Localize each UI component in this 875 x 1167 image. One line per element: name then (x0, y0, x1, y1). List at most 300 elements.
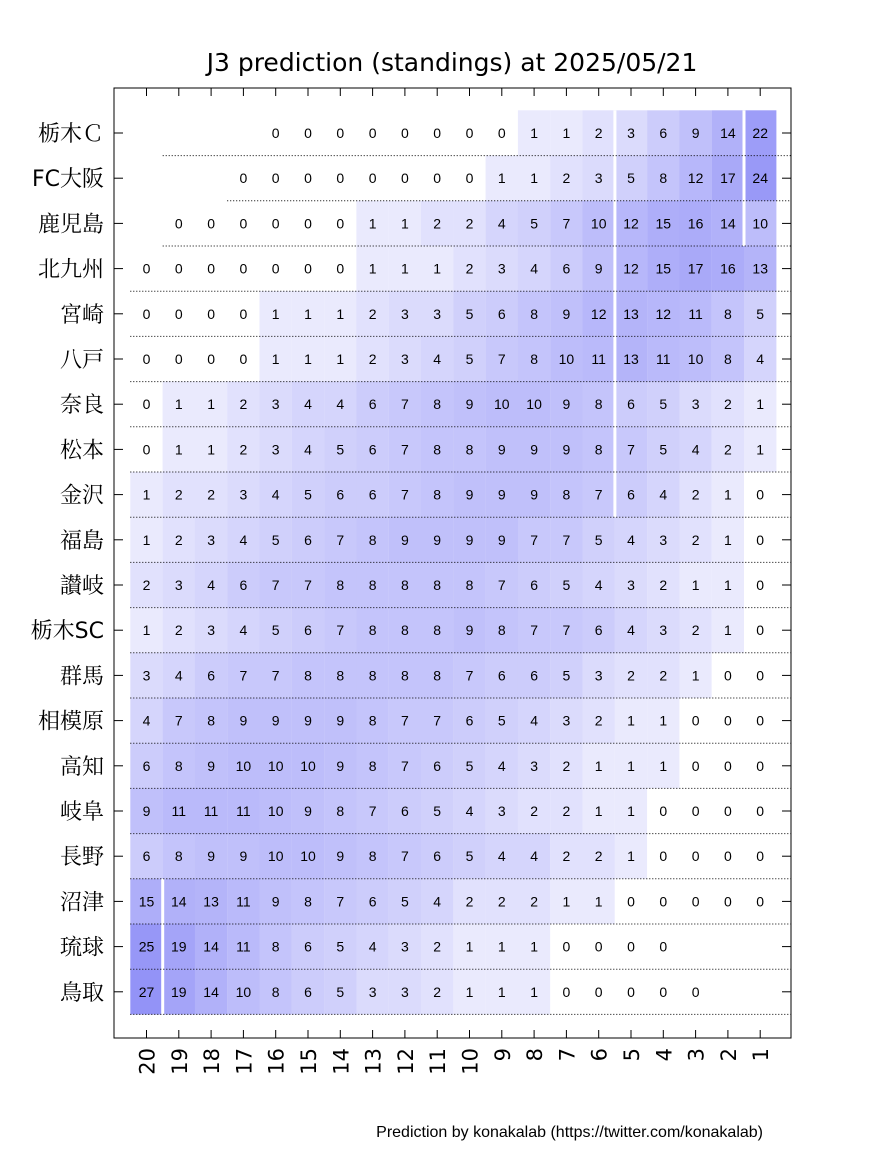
cell-value: 8 (368, 622, 377, 639)
cell-value: 8 (368, 667, 377, 684)
row-label: 鹿児島 (37, 212, 104, 238)
cell-value: 12 (590, 305, 607, 322)
cell-value: 5 (659, 396, 668, 413)
cell-value: 1 (207, 396, 215, 413)
cell-value: 9 (562, 305, 571, 322)
cell-value: 7 (271, 667, 280, 684)
cell-value: 7 (497, 351, 506, 367)
row-label: 宮崎 (59, 302, 104, 328)
cell-value: 0 (691, 712, 700, 729)
cell-value: 9 (562, 396, 571, 413)
cell-value: 2 (497, 893, 506, 910)
cell-value: 5 (465, 757, 474, 774)
cell-value: 0 (562, 938, 571, 955)
cell-value: 8 (401, 577, 409, 593)
cell-value: 9 (465, 622, 474, 639)
cell-value: 4 (627, 622, 635, 639)
cell-value: 9 (465, 396, 474, 413)
cell-value: 14 (171, 893, 187, 910)
cell-value: 22 (752, 125, 768, 141)
cell-value: 4 (530, 712, 538, 729)
cell-value: 15 (655, 215, 672, 232)
column-label: 7 (555, 1048, 580, 1062)
cell-value: 0 (724, 667, 732, 684)
cell-value: 13 (203, 893, 219, 910)
cell-value: 1 (756, 396, 765, 413)
cell-value: 7 (401, 396, 409, 413)
cell-value: 7 (530, 531, 538, 548)
cell-value: 6 (304, 622, 312, 639)
cell-value: 9 (142, 803, 151, 819)
cell-value: 3 (562, 712, 571, 729)
cell-value: 8 (336, 577, 345, 593)
cell-value: 11 (203, 803, 219, 819)
cell-value: 8 (659, 170, 668, 187)
cell-value: 5 (497, 712, 506, 729)
cell-value: 2 (174, 486, 183, 503)
cell-value: 1 (142, 531, 151, 548)
column-label: 12 (393, 1048, 418, 1075)
cell-value: 5 (336, 938, 345, 955)
cell-value: 7 (401, 441, 409, 458)
cell-value: 9 (336, 848, 345, 865)
cell-value: 10 (300, 757, 316, 774)
cell-value: 6 (207, 667, 215, 684)
cell-value: 7 (433, 712, 442, 729)
cell-value: 2 (659, 577, 668, 593)
cell-value: 0 (594, 938, 603, 955)
cell-value: 4 (239, 531, 248, 548)
cell-value: 10 (752, 215, 768, 232)
cell-value: 0 (756, 848, 765, 865)
cell-value: 9 (465, 486, 474, 503)
cell-value: 6 (659, 125, 668, 141)
cell-value: 1 (497, 983, 506, 1000)
cell-value: 10 (235, 757, 252, 774)
cell-value: 4 (142, 712, 151, 729)
column-label: 13 (361, 1048, 386, 1075)
cell-value: 2 (530, 803, 538, 819)
cell-value: 0 (368, 125, 377, 141)
cell-value: 7 (336, 531, 345, 548)
cell-value: 0 (174, 260, 183, 277)
cell-value: 7 (304, 577, 312, 593)
cell-value: 4 (304, 441, 312, 458)
cell-value: 2 (465, 215, 474, 232)
row-label: 北九州 (37, 257, 104, 283)
cell-value: 0 (336, 125, 345, 141)
cell-value: 9 (497, 486, 506, 503)
cell-value: 6 (562, 260, 571, 277)
cell-value: 2 (433, 983, 442, 1000)
cell-value: 5 (336, 983, 345, 1000)
cell-value: 10 (267, 757, 284, 774)
cell-value: 16 (687, 215, 704, 232)
cell-value: 4 (691, 441, 700, 458)
cell-value: 12 (623, 260, 639, 277)
cell-value: 4 (207, 577, 215, 593)
cell-value: 1 (465, 983, 474, 1000)
cell-value: 6 (368, 441, 377, 458)
cell-value: 0 (239, 351, 248, 367)
cell-value: 9 (691, 125, 700, 141)
cell-value: 8 (530, 305, 538, 322)
cell-value: 3 (401, 938, 409, 955)
cell-value: 15 (655, 260, 672, 277)
cell-value: 9 (336, 712, 345, 729)
cell-value: 4 (756, 351, 765, 367)
cell-value: 6 (368, 893, 377, 910)
cell-value: 6 (336, 486, 345, 503)
cell-value: 4 (433, 351, 442, 367)
cell-value: 0 (724, 757, 732, 774)
cell-value: 1 (724, 577, 732, 593)
cell-value: 7 (594, 486, 603, 503)
row-label: 八戸 (59, 348, 104, 373)
cell-value: 2 (562, 803, 571, 819)
cell-value: 1 (207, 441, 215, 458)
cell-value: 16 (720, 260, 736, 277)
cell-value: 4 (530, 848, 538, 865)
cell-value: 8 (368, 848, 377, 865)
cell-value: 6 (142, 757, 151, 774)
cell-value: 2 (433, 938, 442, 955)
cell-value: 5 (465, 305, 474, 322)
cell-value: 19 (171, 983, 187, 1000)
cell-value: 5 (756, 305, 765, 322)
cell-value: 2 (142, 577, 151, 593)
cell-value: 0 (304, 170, 312, 187)
cell-value: 13 (623, 305, 639, 322)
cell-value: 7 (562, 215, 571, 232)
cell-value: 3 (530, 757, 538, 774)
cell-value: 0 (433, 125, 442, 141)
cell-value: 8 (368, 757, 377, 774)
column-label: 5 (620, 1048, 644, 1062)
row-label: 松本 (59, 438, 104, 464)
cell-value: 1 (174, 441, 183, 458)
cell-value: 13 (752, 260, 768, 277)
cell-value: 7 (401, 757, 409, 774)
cell-value: 14 (720, 215, 736, 232)
cell-value: 9 (530, 486, 538, 503)
cell-value: 11 (171, 803, 187, 819)
cell-value: 2 (465, 260, 474, 277)
cell-value: 5 (465, 848, 474, 865)
cell-value: 8 (433, 486, 442, 503)
cell-value: 6 (594, 622, 603, 639)
row-label: 岐阜 (59, 800, 104, 825)
cell-value: 2 (594, 712, 603, 729)
cell-value: 9 (530, 441, 538, 458)
cell-value: 6 (304, 983, 312, 1000)
cell-value: 8 (336, 803, 345, 819)
cell-value: 0 (659, 893, 668, 910)
cell-value: 24 (752, 170, 768, 187)
cell-value: 5 (304, 486, 312, 503)
cell-value: 7 (497, 577, 506, 593)
cell-value: 9 (271, 712, 280, 729)
cell-value: 8 (465, 441, 474, 458)
column-label: 8 (523, 1048, 548, 1062)
column-label: 20 (135, 1048, 160, 1075)
column-label: 6 (587, 1048, 612, 1062)
cell-value: 7 (465, 667, 474, 684)
row-label: 金沢 (59, 483, 104, 509)
cell-value: 1 (271, 305, 280, 322)
cell-value: 0 (142, 396, 151, 413)
cell-value: 0 (659, 803, 668, 819)
cell-value: 3 (659, 622, 668, 639)
cell-value: 4 (433, 893, 442, 910)
cell-value: 0 (724, 712, 732, 729)
cell-value: 1 (497, 938, 506, 955)
cell-value: 3 (594, 667, 603, 684)
cell-value: 2 (174, 531, 183, 548)
cell-value: 7 (562, 531, 571, 548)
cell-value: 0 (756, 486, 765, 503)
column-label: 14 (329, 1048, 354, 1075)
cell-value: 9 (239, 848, 248, 865)
cell-value: 0 (304, 215, 312, 232)
cell-value: 8 (497, 622, 506, 639)
cell-value: 4 (594, 577, 603, 593)
cell-value: 1 (336, 351, 345, 367)
cell-value: 3 (401, 983, 409, 1000)
row-label: 鳥取 (59, 980, 104, 1006)
cell-value: 3 (271, 396, 280, 413)
cell-value: 8 (174, 757, 183, 774)
cell-value: 3 (207, 531, 215, 548)
cell-value: 5 (336, 441, 345, 458)
row-label: FC大阪 (31, 167, 104, 193)
cell-value: 12 (687, 170, 704, 187)
cell-value: 0 (724, 803, 732, 819)
cell-value: 0 (401, 170, 409, 187)
column-label: 3 (684, 1048, 709, 1062)
cell-value: 7 (271, 577, 280, 593)
cell-value: 0 (304, 125, 312, 141)
cell-value: 3 (368, 983, 377, 1000)
cell-value: 0 (271, 215, 280, 232)
cell-value: 9 (239, 712, 248, 729)
cell-value: 5 (271, 531, 280, 548)
row-label: 讃岐 (59, 574, 104, 599)
cell-value: 4 (304, 396, 312, 413)
cell-value: 1 (433, 260, 442, 277)
cell-value: 7 (530, 622, 538, 639)
cell-value: 5 (401, 893, 409, 910)
cell-value: 6 (465, 712, 474, 729)
cell-value: 1 (142, 486, 151, 503)
cell-value: 1 (174, 396, 183, 413)
cell-value: 2 (562, 170, 571, 187)
column-label: 2 (716, 1048, 741, 1062)
cell-value: 0 (207, 260, 215, 277)
cell-value: 2 (691, 531, 700, 548)
row-label: 沼津 (59, 890, 104, 916)
cell-value: 8 (724, 351, 732, 367)
cell-value: 0 (659, 983, 668, 1000)
cell-value: 0 (756, 667, 765, 684)
cell-value: 0 (271, 170, 280, 187)
chart-title: J3 prediction (standings) at 2025/05/21 (206, 48, 698, 77)
cell-value: 0 (691, 757, 700, 774)
cell-value: 8 (433, 441, 442, 458)
cell-value: 7 (401, 712, 409, 729)
cell-value: 0 (336, 215, 345, 232)
cell-value: 8 (401, 667, 409, 684)
cell-value: 9 (336, 757, 345, 774)
cell-value: 0 (497, 125, 506, 141)
cell-value: 1 (142, 622, 151, 639)
cell-value: 9 (401, 531, 409, 548)
cell-value: 0 (142, 305, 151, 322)
cell-value: 1 (562, 125, 571, 141)
cell-value: 9 (594, 260, 603, 277)
cell-value: 7 (174, 712, 183, 729)
cell-value: 0 (724, 848, 732, 865)
cell-value: 0 (142, 260, 151, 277)
row-label: 栃木Ｃ (37, 122, 104, 147)
cell-value: 1 (336, 305, 345, 322)
cell-value: 0 (401, 125, 409, 141)
cell-value: 6 (530, 577, 538, 593)
cell-value: 14 (720, 125, 736, 141)
cell-value: 1 (724, 531, 732, 548)
cell-value: 3 (401, 351, 409, 367)
cell-value: 10 (526, 396, 542, 413)
cell-value: 0 (627, 893, 635, 910)
cell-value: 1 (530, 170, 538, 187)
cell-value: 2 (627, 667, 635, 684)
cell-value: 0 (691, 893, 700, 910)
row-label: 相模原 (37, 709, 104, 735)
cell-value: 0 (207, 351, 215, 367)
cell-value: 10 (267, 848, 284, 865)
cell-value: 2 (530, 893, 538, 910)
cell-value: 1 (368, 260, 377, 277)
cell-value: 6 (433, 848, 442, 865)
cell-value: 8 (433, 577, 442, 593)
cell-value: 11 (236, 803, 251, 819)
column-label: 1 (749, 1048, 774, 1062)
cell-value: 8 (368, 577, 377, 593)
cell-value: 1 (271, 351, 280, 367)
cell-value: 9 (304, 803, 312, 819)
cell-value: 8 (304, 667, 312, 684)
cell-value: 1 (465, 938, 474, 955)
cell-value: 1 (594, 803, 603, 819)
cell-value: 8 (271, 983, 280, 1000)
cell-value: 5 (594, 531, 603, 548)
cell-value: 8 (207, 712, 215, 729)
column-label: 18 (200, 1048, 225, 1075)
cell-value: 4 (368, 938, 377, 955)
cell-value: 27 (138, 983, 155, 1000)
cell-value: 0 (465, 125, 474, 141)
cell-value: 8 (433, 622, 442, 639)
cell-value: 5 (659, 441, 668, 458)
cell-value: 11 (591, 351, 606, 367)
cell-value: 10 (590, 215, 607, 232)
cell-value: 0 (594, 983, 603, 1000)
cell-value: 1 (304, 305, 312, 322)
cell-value: 8 (433, 396, 442, 413)
cell-value: 3 (271, 441, 280, 458)
cell-value: 7 (401, 848, 409, 865)
cell-value: 0 (142, 441, 151, 458)
cell-value: 0 (174, 305, 183, 322)
cell-value: 1 (368, 215, 377, 232)
cell-value: 9 (207, 848, 215, 865)
cell-value: 2 (691, 486, 700, 503)
cell-value: 0 (756, 803, 765, 819)
cell-value: 11 (236, 893, 251, 910)
cell-value: 8 (368, 712, 377, 729)
row-label: 琉球 (59, 935, 104, 961)
cell-value: 1 (691, 667, 700, 684)
cell-value: 1 (627, 848, 635, 865)
cell-value: 0 (142, 351, 151, 367)
cell-value: 0 (304, 260, 312, 277)
column-label: 16 (264, 1048, 289, 1075)
cell-value: 1 (724, 622, 732, 639)
cell-value: 4 (239, 622, 248, 639)
cell-value: 2 (368, 305, 377, 322)
cell-value: 0 (756, 893, 765, 910)
cell-value: 2 (174, 622, 183, 639)
cell-value: 1 (304, 351, 312, 367)
cell-value: 3 (401, 305, 409, 322)
cell-value: 0 (368, 170, 377, 187)
cell-value: 17 (687, 260, 704, 277)
cell-value: 9 (304, 712, 312, 729)
cell-value: 1 (530, 125, 538, 141)
cell-value: 6 (530, 667, 538, 684)
cell-value: 8 (724, 305, 732, 322)
cell-value: 1 (659, 757, 668, 774)
cell-value: 0 (207, 215, 215, 232)
cell-value: 1 (627, 803, 635, 819)
cell-value: 5 (433, 803, 442, 819)
cell-value: 0 (465, 170, 474, 187)
cell-value: 8 (336, 667, 345, 684)
cell-value: 2 (368, 351, 377, 367)
cell-value: 0 (659, 938, 668, 955)
cell-value: 8 (562, 486, 571, 503)
cell-value: 8 (594, 396, 603, 413)
cell-value: 2 (724, 441, 732, 458)
cell-value: 0 (627, 983, 635, 1000)
cell-value: 9 (562, 441, 571, 458)
cell-value: 2 (594, 848, 603, 865)
cell-value: 1 (497, 170, 506, 187)
cell-value: 2 (433, 215, 442, 232)
cell-value: 8 (433, 667, 442, 684)
cell-value: 5 (562, 667, 571, 684)
cell-value: 4 (530, 260, 538, 277)
cell-value: 6 (368, 486, 377, 503)
cell-value: 7 (336, 622, 345, 639)
cell-value: 1 (530, 983, 538, 1000)
cell-value: 7 (239, 667, 248, 684)
cell-value: 0 (691, 983, 700, 1000)
cell-value: 5 (562, 577, 571, 593)
cell-value: 11 (688, 305, 703, 322)
cell-value: 0 (174, 351, 183, 367)
cell-value: 8 (465, 577, 474, 593)
